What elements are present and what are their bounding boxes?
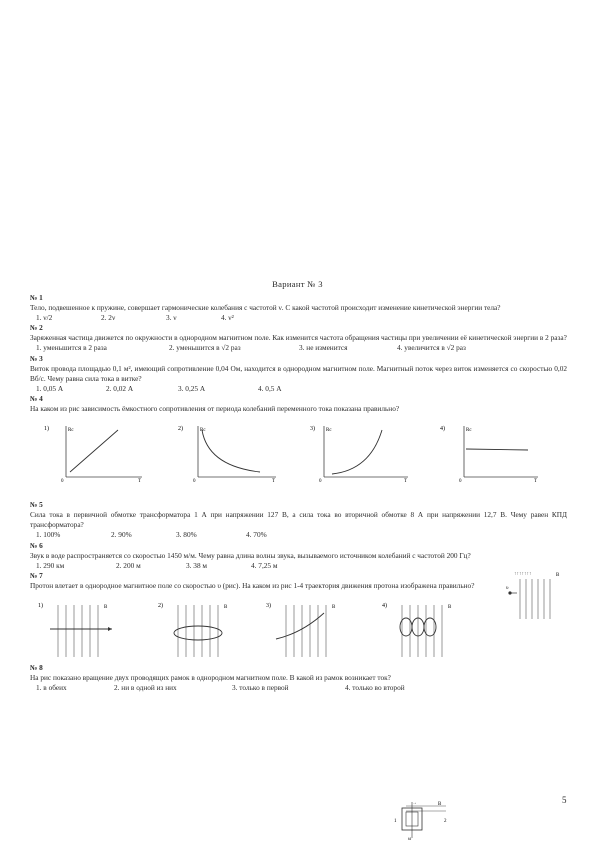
answer-option: 3. 38 м: [186, 560, 208, 570]
graph-figure-2: [178, 422, 278, 482]
question-text: Заряженная частица движется по окружности в однородном магнитном поле. Как изменится частота обращения частицы при увеличении её кинетической энергии в 2 раза?: [30, 333, 567, 343]
question-number: № 1: [30, 293, 43, 302]
question-1: [30, 293, 567, 323]
axis-label-x: T: [272, 479, 276, 483]
velocity-label: υ: [506, 585, 509, 591]
graph-figure-3: [310, 422, 410, 482]
question-number: № 3: [30, 353, 43, 363]
answer-options: [30, 313, 567, 323]
answer-options: [30, 561, 567, 571]
answer-options: [30, 343, 567, 353]
omega-label: ω: [408, 837, 412, 842]
trajectory-figure-2: [158, 599, 238, 659]
question-text: На рис показано вращение двух проводящих рамок в однородном магнитном поле. В какой из рамок возникает ток?: [30, 673, 391, 683]
axis-label-y: Rc: [326, 428, 332, 434]
answer-option: 1. 0,05 А: [36, 383, 64, 393]
trajectory-figure-3: [266, 599, 346, 659]
question-6: [30, 541, 567, 571]
answer-option: 1. 290 км: [36, 560, 65, 570]
answer-option: 3. 80%: [176, 530, 197, 540]
trajectory-figures: [30, 591, 567, 663]
answer-option: 3. 0,25 А: [178, 383, 206, 393]
axis-label-x: T: [138, 479, 142, 483]
answer-option: 2. уменьшится в √2 раз: [169, 343, 241, 353]
figure-number: 4): [382, 602, 387, 609]
svg-text:0: 0: [459, 479, 462, 483]
frame-label-1: 1: [394, 819, 397, 824]
svg-text:0: 0: [319, 479, 322, 483]
question-text: На каком из рис зависимость ёмкостного сопротивления от периода колебаний переменного тока показана правильно?: [30, 404, 400, 414]
question-7: [30, 571, 567, 663]
answer-option: 1. 100%: [36, 530, 61, 540]
question-5: [30, 500, 567, 540]
axis-label-y: Rc: [200, 428, 206, 434]
axis-label-y: Rc: [68, 428, 74, 434]
answer-option: 1. уменьшится в 2 раза: [36, 343, 107, 353]
page-number: 5: [562, 795, 567, 805]
question-number: № 5: [30, 500, 43, 510]
question-text: Тело, подвешенное к пружине, совершает гармонические колебания с частотой ν. С какой частотой происходит изменение кинетической энергии тела?: [30, 303, 501, 313]
figure-number: 1): [38, 602, 43, 609]
field-label: B: [104, 604, 108, 610]
answer-option: 4. 0,5 А: [258, 383, 282, 393]
graph-figures: [30, 414, 567, 500]
question-number: № 7: [30, 570, 43, 580]
frame-label-2: 2: [444, 819, 447, 824]
svg-text:→: →: [412, 801, 417, 806]
axis-label-y: Rc: [466, 428, 472, 434]
variant-title: Вариант № 3: [272, 279, 323, 289]
graph-figure-4: [440, 422, 540, 482]
question-number: № 8: [30, 662, 43, 672]
answer-option: 4. увеличится в √2 раз: [397, 343, 466, 353]
svg-text:0: 0: [61, 479, 64, 483]
figure-number: 3): [310, 426, 315, 433]
graph-figure-1: [44, 422, 144, 482]
answer-option: 3. ν: [166, 313, 177, 323]
question-3: [30, 354, 567, 394]
question-text: Звук в воде распространяется со скоростью 1450 м/м. Чему равна длина волны звука, вызываемого источником колебаний с частотой 200 Гц?: [30, 550, 471, 560]
figure-number: 3): [266, 602, 271, 609]
answer-option: 2. 90%: [111, 530, 132, 540]
question-text: Протон влетает в однородное магнитное поле со скоростью υ (рис). На каком из рис 1-4 траектория движения протона изображена правильно?: [30, 580, 475, 590]
answer-option: 4. 70%: [246, 530, 267, 540]
field-label: B: [556, 572, 560, 578]
answer-option: 1. ν/2: [36, 313, 53, 323]
figure-number: 2): [178, 426, 183, 433]
figure-number: 2): [158, 602, 163, 609]
answer-options: [30, 384, 567, 394]
question-number: № 6: [30, 540, 43, 550]
question-text: Сила тока в первичной обмотке трансформатора 1 А при напряжении 127 В, а сила тока во вторичной обмотке 8 А при напряжении 12,7 В. Чему равен КПД трансформатора?: [30, 510, 567, 530]
svg-text:↑↑↑↑↑↑↑: ↑↑↑↑↑↑↑: [514, 571, 532, 577]
answer-option: 2. 2ν: [101, 313, 116, 323]
answer-options: [30, 530, 567, 540]
figure-number: 4): [440, 426, 445, 433]
trajectory-figure-1: [38, 599, 118, 659]
field-label: B: [224, 604, 228, 610]
question-text: Виток провода площадью 0,1 м², имеющий сопротивление 0,04 Ом, находится в однородном магнитном поле. Магнитный поток через виток изменяется со скоростью 0,02 Вб/с. Чему равна сила тока в витке?: [30, 363, 567, 383]
answer-option: 2. 200 м: [116, 560, 141, 570]
answer-option: 2. ни в одной из них: [114, 683, 177, 693]
question-number: № 4: [30, 393, 43, 403]
figure-number: 1): [44, 426, 49, 433]
rotating-frames-figure: [384, 800, 464, 847]
answer-option: 1. в обеих: [36, 683, 67, 693]
field-label: B: [332, 604, 336, 610]
axis-label-x: T: [534, 479, 538, 483]
question-2: [30, 323, 567, 353]
question-8: [30, 663, 567, 693]
trajectory-figure-4: [382, 599, 462, 659]
svg-text:0: 0: [193, 479, 196, 483]
axis-label-x: T: [404, 479, 408, 483]
answer-option: 3. не изменится: [299, 343, 348, 353]
question-number: № 2: [30, 323, 43, 333]
field-label: B: [448, 604, 452, 610]
answer-options: [30, 683, 567, 693]
field-label: B: [438, 802, 442, 807]
question-4: [30, 394, 567, 500]
answer-option: 2. 0,02 А: [106, 383, 134, 393]
content: [30, 293, 567, 693]
answer-option: 4. ν²: [221, 313, 234, 323]
answer-option: 4. 7,25 м: [251, 560, 278, 570]
answer-option: 4. только во второй: [345, 683, 405, 693]
answer-option: 3. только в первой: [232, 683, 289, 693]
